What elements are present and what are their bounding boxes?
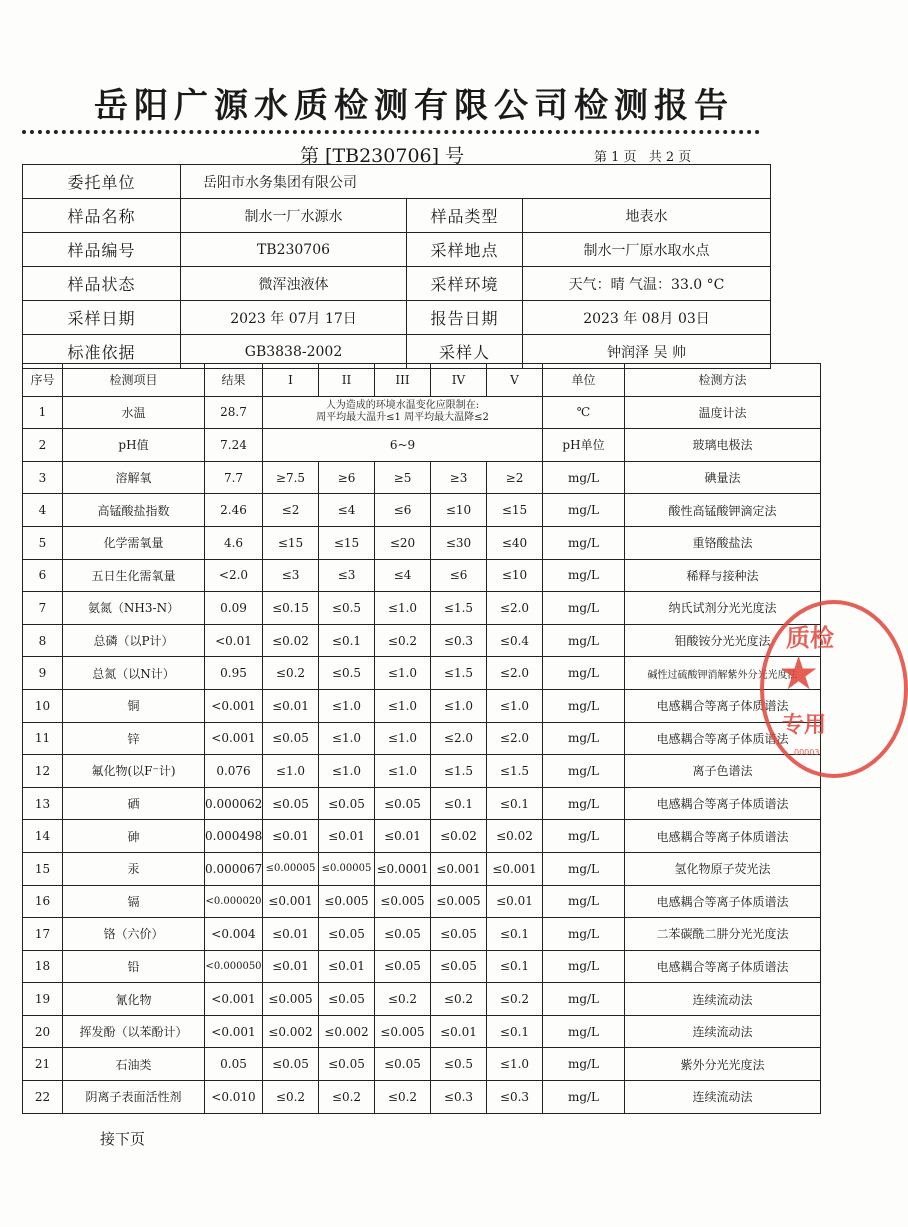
test-method: 钼酸铵分光光度法 [625,624,821,657]
header-cell: 单位 [543,364,625,397]
dotted-divider [22,130,760,134]
table-row [23,494,821,527]
unit: mg/L [543,592,625,625]
seal-stamp [760,600,908,778]
unit: mg/L [543,950,625,983]
stamp-text-bottom: 专用 [782,713,827,738]
limit-class-3: ≤0.05 [375,787,431,820]
item-name: 铅 [63,950,205,983]
standard-label: 标准依据 [23,335,181,369]
limit-class-1: ≤0.00005 [263,852,319,885]
sampling-site-value: 制水一厂原水取水点 [523,233,771,267]
limit-class-4: ≤0.3 [431,1081,487,1114]
table-row [23,852,821,885]
test-method: 碘量法 [625,461,821,494]
page-info [594,146,699,165]
header-cell: III [375,364,431,397]
limit-class-3: ≤0.2 [375,624,431,657]
item-name: 硒 [63,787,205,820]
item-name: 氨氮（NH3-N） [63,592,205,625]
limit-class-1: ≤0.01 [263,950,319,983]
test-method: 温度计法 [625,396,821,429]
result-value: 0.05 [205,1048,263,1081]
test-method: 电感耦合等离子体质谱法 [625,885,821,918]
row-number: 15 [23,852,63,885]
table-row [23,657,821,690]
limit-class-4: ≤0.02 [431,820,487,853]
client-label: 委托单位 [23,165,181,199]
item-name: 汞 [63,852,205,885]
sampler-value: 钟润泽 吴 帅 [523,335,771,369]
result-value: 0.076 [205,755,263,788]
test-method: 连续流动法 [625,1015,821,1048]
limit-class-3: ≤4 [375,559,431,592]
header-cell: 检测方法 [625,364,821,397]
table-row [23,722,821,755]
limit-class-2: ≤0.002 [319,1015,375,1048]
unit: mg/L [543,526,625,559]
limit-class-3: ≤0.005 [375,1015,431,1048]
row-number: 9 [23,657,63,690]
limit-class-3: ≤0.05 [375,1048,431,1081]
limit-class-2: ≥6 [319,461,375,494]
test-method: 重铬酸盐法 [625,526,821,559]
limit-class-5: ≤10 [487,559,543,592]
result-value: <0.001 [205,1015,263,1048]
unit: mg/L [543,787,625,820]
item-name: 氟化物(以F⁻计) [63,755,205,788]
limit-class-5: ≤40 [487,526,543,559]
test-method: 纳氏试剂分光光度法 [625,592,821,625]
result-value: <0.000020 [205,885,263,918]
client-value: 岳阳市水务集团有限公司 [181,165,771,199]
limit-class-3: ≤0.2 [375,1081,431,1114]
limit-class-2: ≤0.5 [319,657,375,690]
item-name: 镉 [63,885,205,918]
result-value: <0.004 [205,918,263,951]
limit-class-5: ≤2.0 [487,722,543,755]
limit-class-1: ≤0.05 [263,722,319,755]
continued-note: 接下页 [100,1130,146,1148]
sample-code-value: TB230706 [181,233,407,267]
limit-class-4: ≤1.5 [431,592,487,625]
unit: ℃ [543,396,625,429]
star-icon: ★ [778,646,820,700]
limit-class-4: ≤1.5 [431,755,487,788]
item-name: 铜 [63,689,205,722]
header-cell: 结果 [205,364,263,397]
limit-class-3: ≤1.0 [375,657,431,690]
standard-value: GB3838-2002 [181,335,407,369]
header-cell: 序号 [23,364,63,397]
item-name: 溶解氧 [63,461,205,494]
sample-state-label: 样品状态 [23,267,181,301]
limit-class-1: ≤0.001 [263,885,319,918]
table-row [23,1048,821,1081]
row-number: 21 [23,1048,63,1081]
limit-class-4: ≤1.0 [431,689,487,722]
limit-class-1: ≤0.2 [263,1081,319,1114]
limit-class-2: ≤0.01 [319,820,375,853]
sampler-label: 采样人 [407,335,523,369]
limit-class-1: ≤0.01 [263,918,319,951]
result-value: 0.000498 [205,820,263,853]
limit-note: 人为造成的环境水温变化应限制在: 周平均最大温升≤1 周平均最大温降≤2 [263,396,543,429]
unit: mg/L [543,1048,625,1081]
result-value: <0.001 [205,983,263,1016]
limit-class-5: ≤0.4 [487,624,543,657]
sample-state-value: 微浑浊液体 [181,267,407,301]
limit-class-5: ≤0.1 [487,918,543,951]
limit-class-2: ≤3 [319,559,375,592]
sampling-date-value: 2023 年 07月 17日 [181,301,407,335]
table-row [23,396,821,429]
test-method: 稀释与接种法 [625,559,821,592]
limit-class-2: ≤0.00005 [319,852,375,885]
limit-class-5: ≤15 [487,494,543,527]
result-value: 0.95 [205,657,263,690]
test-method: 连续流动法 [625,1081,821,1114]
item-name: 氰化物 [63,983,205,1016]
limit-class-4: ≤6 [431,559,487,592]
unit: mg/L [543,983,625,1016]
limit-class-3: ≤1.0 [375,722,431,755]
sample-name-value: 制水一厂水源水 [181,199,407,233]
unit: mg/L [543,1015,625,1048]
result-value: <0.001 [205,689,263,722]
row-number: 22 [23,1081,63,1114]
limit-class-5: ≥2 [487,461,543,494]
limit-class-5: ≤2.0 [487,657,543,690]
limit-class-1: ≤1.0 [263,755,319,788]
table-row [23,1015,821,1048]
result-value: 28.7 [205,396,263,429]
row-number: 2 [23,429,63,462]
table-row [23,592,821,625]
sample-type-value: 地表水 [523,199,771,233]
test-method: 连续流动法 [625,983,821,1016]
row-number: 20 [23,1015,63,1048]
stamp-code: 00003 [794,748,820,757]
row-number: 7 [23,592,63,625]
result-value: 0.000062 [205,787,263,820]
test-method: 玻璃电极法 [625,429,821,462]
limit-class-2: ≤1.0 [319,689,375,722]
header-cell: II [319,364,375,397]
unit: mg/L [543,461,625,494]
limit-class-1: ≤0.05 [263,1048,319,1081]
unit: mg/L [543,624,625,657]
limit-class-1: ≤0.05 [263,787,319,820]
limit-class-2: ≤0.1 [319,624,375,657]
limit-class-4: ≤0.1 [431,787,487,820]
sampling-env-label: 采样环境 [407,267,523,301]
table-row [23,918,821,951]
item-name: pH值 [63,429,205,462]
limit-class-4: ≤0.05 [431,950,487,983]
result-value: 4.6 [205,526,263,559]
limit-class-1: ≤0.2 [263,657,319,690]
limit-range: 6~9 [263,429,543,462]
test-method: 酸性高锰酸钾滴定法 [625,494,821,527]
limit-class-1: ≤0.02 [263,624,319,657]
sample-code-label: 样品编号 [23,233,181,267]
row-number: 11 [23,722,63,755]
row-number: 17 [23,918,63,951]
header-cell: IV [431,364,487,397]
test-results-table [22,363,821,1114]
limit-class-5: ≤0.2 [487,983,543,1016]
limit-class-3: ≤0.0001 [375,852,431,885]
row-number: 13 [23,787,63,820]
item-name: 铬（六价） [63,918,205,951]
result-value: <2.0 [205,559,263,592]
test-method: 电感耦合等离子体质谱法 [625,722,821,755]
test-method: 电感耦合等离子体质谱法 [625,820,821,853]
limit-class-3: ≤0.05 [375,950,431,983]
limit-class-4: ≤2.0 [431,722,487,755]
test-method: 紫外分光光度法 [625,1048,821,1081]
report-date-value: 2023 年 08月 03日 [523,301,771,335]
result-value: 7.24 [205,429,263,462]
sampling-site-label: 采样地点 [407,233,523,267]
item-name: 阴离子表面活性剂 [63,1081,205,1114]
sample-name-label: 样品名称 [23,199,181,233]
table-row [23,787,821,820]
unit: pH单位 [543,429,625,462]
unit: mg/L [543,885,625,918]
row-number: 4 [23,494,63,527]
row-number: 18 [23,950,63,983]
limit-class-5: ≤0.3 [487,1081,543,1114]
limit-class-2: ≤0.2 [319,1081,375,1114]
limit-class-4: ≤0.05 [431,918,487,951]
unit: mg/L [543,722,625,755]
table-row [23,624,821,657]
limit-class-5: ≤0.02 [487,820,543,853]
limit-class-3: ≤1.0 [375,689,431,722]
limit-class-1: ≤3 [263,559,319,592]
test-method: 电感耦合等离子体质谱法 [625,787,821,820]
table-header-row [23,364,821,397]
sampling-date-label: 采样日期 [23,301,181,335]
row-number: 19 [23,983,63,1016]
header-cell: 检测项目 [63,364,205,397]
header-cell: I [263,364,319,397]
row-number: 16 [23,885,63,918]
unit: mg/L [543,1081,625,1114]
limit-class-5: ≤1.0 [487,1048,543,1081]
limit-class-3: ≤20 [375,526,431,559]
result-value: 2.46 [205,494,263,527]
limit-class-1: ≤0.01 [263,820,319,853]
limit-class-2: ≤0.05 [319,787,375,820]
limit-class-5: ≤1.5 [487,755,543,788]
result-value: 7.7 [205,461,263,494]
row-number: 14 [23,820,63,853]
table-row [23,559,821,592]
limit-class-2: ≤0.5 [319,592,375,625]
table-row [23,885,821,918]
limit-class-1: ≤0.01 [263,689,319,722]
result-value: <0.010 [205,1081,263,1114]
item-name: 锌 [63,722,205,755]
row-number: 3 [23,461,63,494]
stamp-text-top: 质检 [786,624,834,652]
table-row [23,950,821,983]
limit-class-4: ≤10 [431,494,487,527]
limit-class-2: ≤4 [319,494,375,527]
page-total: 共 2 页 [648,150,692,165]
unit: mg/L [543,755,625,788]
limit-class-4: ≤0.005 [431,885,487,918]
limit-class-2: ≤1.0 [319,722,375,755]
table-row [23,755,821,788]
report-title: 岳阳广源水质检测有限公司检测报告 [94,86,734,126]
item-name: 总氮（以N计） [63,657,205,690]
limit-class-2: ≤0.05 [319,1048,375,1081]
limit-class-4: ≤30 [431,526,487,559]
limit-class-2: ≤0.05 [319,983,375,1016]
unit: mg/L [543,559,625,592]
limit-class-1: ≥7.5 [263,461,319,494]
row-number: 5 [23,526,63,559]
table-row [23,689,821,722]
table-row [23,820,821,853]
sampling-env-value: 天气：晴 气温：33.0 °C [523,267,771,301]
limit-class-4: ≤0.5 [431,1048,487,1081]
test-method: 氢化物原子荧光法 [625,852,821,885]
limit-class-5: ≤0.01 [487,885,543,918]
row-number: 12 [23,755,63,788]
limit-class-2: ≤0.005 [319,885,375,918]
unit: mg/L [543,494,625,527]
limit-class-3: ≤0.2 [375,983,431,1016]
row-number: 6 [23,559,63,592]
item-name: 高锰酸盐指数 [63,494,205,527]
item-name: 挥发酚（以苯酚计） [63,1015,205,1048]
row-number: 10 [23,689,63,722]
table-row [23,526,821,559]
result-value: <0.01 [205,624,263,657]
table-row [23,461,821,494]
report-date-label: 报告日期 [407,301,523,335]
limit-class-4: ≤0.001 [431,852,487,885]
unit: mg/L [543,918,625,951]
limit-class-3: ≤0.01 [375,820,431,853]
test-method: 离子色谱法 [625,755,821,788]
header-cell: V [487,364,543,397]
limit-class-1: ≤0.005 [263,983,319,1016]
limit-class-5: ≤0.1 [487,950,543,983]
unit: mg/L [543,689,625,722]
table-row [23,429,821,462]
item-name: 五日生化需氧量 [63,559,205,592]
limit-class-2: ≤0.05 [319,918,375,951]
unit: mg/L [543,657,625,690]
limit-class-1: ≤2 [263,494,319,527]
limit-class-5: ≤0.001 [487,852,543,885]
result-value: 0.09 [205,592,263,625]
report-number: 第 [TB230706] 号 [300,145,465,167]
limit-class-1: ≤0.002 [263,1015,319,1048]
sample-info-table [22,164,771,369]
item-name: 砷 [63,820,205,853]
limit-class-5: ≤2.0 [487,592,543,625]
table-row [23,1081,821,1114]
limit-class-5: ≤0.1 [487,787,543,820]
limit-class-3: ≥5 [375,461,431,494]
page-current: 第 1 页 [594,150,637,165]
row-number: 1 [23,396,63,429]
limit-class-4: ≤0.2 [431,983,487,1016]
limit-class-3: ≤1.0 [375,592,431,625]
test-method: 电感耦合等离子体质谱法 [625,689,821,722]
limit-class-4: ≥3 [431,461,487,494]
row-number: 8 [23,624,63,657]
limit-class-4: ≤1.5 [431,657,487,690]
test-method: 碱性过硫酸钾消解紫外分光光度法 [625,657,821,690]
limit-class-1: ≤0.15 [263,592,319,625]
test-method: 二苯碳酰二肼分光光度法 [625,918,821,951]
unit: mg/L [543,852,625,885]
limit-class-5: ≤1.0 [487,689,543,722]
limit-class-4: ≤0.3 [431,624,487,657]
limit-class-3: ≤1.0 [375,755,431,788]
item-name: 石油类 [63,1048,205,1081]
result-value: 0.000067 [205,852,263,885]
limit-class-2: ≤0.01 [319,950,375,983]
limit-class-3: ≤0.005 [375,885,431,918]
limit-class-4: ≤0.01 [431,1015,487,1048]
table-row [23,983,821,1016]
limit-class-5: ≤0.1 [487,1015,543,1048]
limit-class-2: ≤1.0 [319,755,375,788]
item-name: 化学需氧量 [63,526,205,559]
sample-type-label: 样品类型 [407,199,523,233]
result-value: <0.000050 [205,950,263,983]
limit-class-3: ≤0.05 [375,918,431,951]
limit-class-2: ≤15 [319,526,375,559]
unit: mg/L [543,820,625,853]
item-name: 总磷（以P计） [63,624,205,657]
test-method: 电感耦合等离子体质谱法 [625,950,821,983]
limit-class-3: ≤6 [375,494,431,527]
result-value: <0.001 [205,722,263,755]
item-name: 水温 [63,396,205,429]
limit-class-1: ≤15 [263,526,319,559]
